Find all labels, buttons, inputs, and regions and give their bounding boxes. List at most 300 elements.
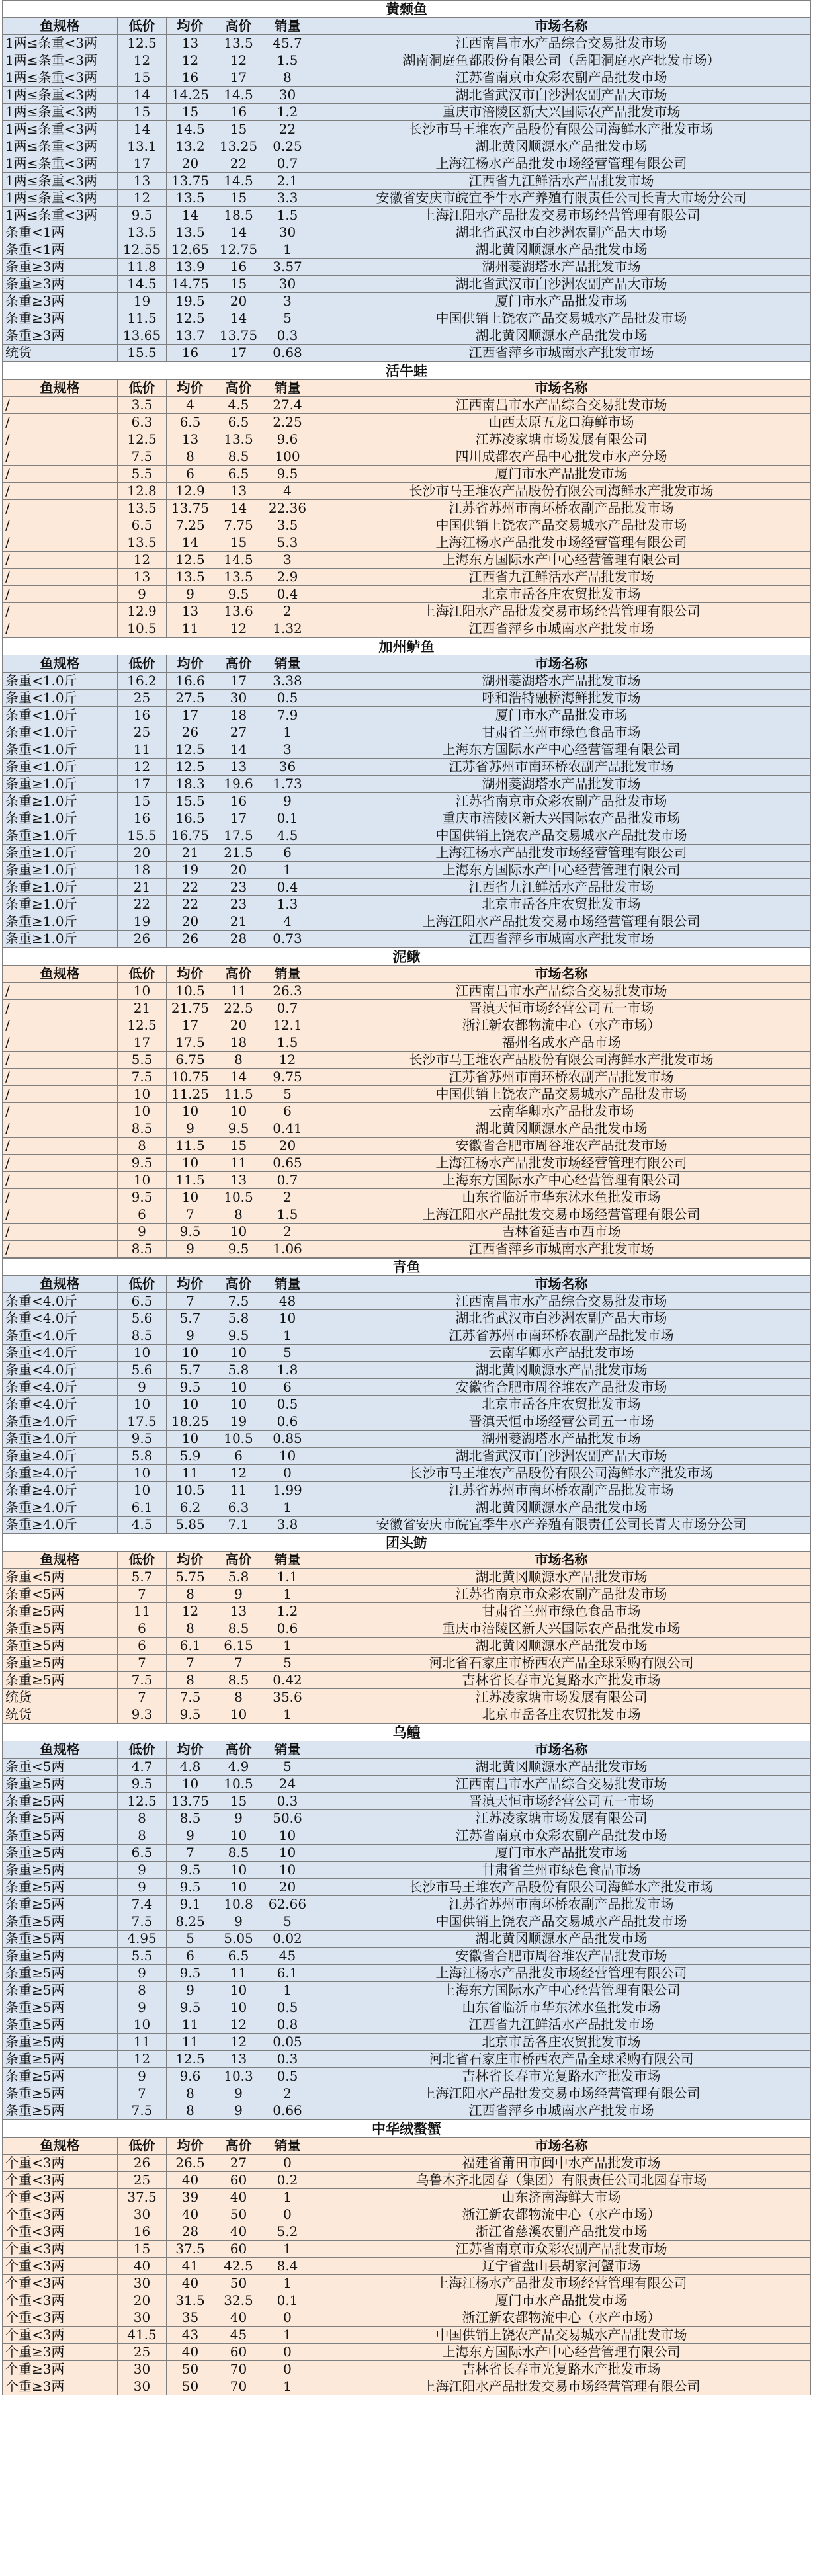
cell-avg: 20 xyxy=(167,913,214,931)
cell-market: 江西省萍乡市城南水产批发市场 xyxy=(312,345,811,362)
cell-market: 中国供销上饶农产品交易城水产品批发市场 xyxy=(312,1913,811,1931)
cell-vol: 5 xyxy=(263,1086,312,1103)
table-row xyxy=(3,845,811,862)
cell-spec: 条重≥4.0斤 xyxy=(3,1482,118,1499)
cell-low: 19 xyxy=(118,293,167,310)
cell-spec: 条重<4.0斤 xyxy=(3,1345,118,1362)
cell-spec: 条重≥5两 xyxy=(3,1948,118,1965)
cell-low: 8 xyxy=(118,1138,167,1155)
cell-avg: 7 xyxy=(167,1655,214,1672)
table-row xyxy=(3,1172,811,1189)
cell-spec: 条重≥1.0斤 xyxy=(3,827,118,845)
cell-high: 12 xyxy=(214,620,263,638)
cell-vol: 2 xyxy=(263,1224,312,1241)
cell-low: 13.65 xyxy=(118,327,167,345)
cell-market: 长沙市马王堆农产品股份有限公司海鲜水产批发市场 xyxy=(312,121,811,138)
cell-low: 9 xyxy=(118,586,167,603)
table-row xyxy=(3,810,811,827)
table-row xyxy=(3,1345,811,1362)
cell-high: 10.8 xyxy=(214,1896,263,1913)
cell-avg: 8 xyxy=(167,1620,214,1638)
cell-spec: / xyxy=(3,448,118,466)
cell-low: 5.5 xyxy=(118,1948,167,1965)
cell-spec: 条重<4.0斤 xyxy=(3,1396,118,1413)
cell-spec: / xyxy=(3,1034,118,1052)
cell-avg: 14 xyxy=(167,207,214,224)
cell-low: 10 xyxy=(118,1482,167,1499)
cell-avg: 9.5 xyxy=(167,1879,214,1896)
cell-market: 江苏省苏州市南环桥农副产品批发市场 xyxy=(312,1482,811,1499)
cell-low: 15 xyxy=(118,104,167,121)
cell-low: 9.5 xyxy=(118,1431,167,1448)
cell-avg: 16 xyxy=(167,69,214,87)
cell-vol: 6 xyxy=(263,845,312,862)
cell-vol: 0 xyxy=(263,2344,312,2361)
cell-avg: 37.5 xyxy=(167,2241,214,2258)
cell-avg: 15.5 xyxy=(167,793,214,810)
cell-vol: 0.7 xyxy=(263,1000,312,1017)
table-row xyxy=(3,1982,811,1999)
cell-avg: 8.5 xyxy=(167,1810,214,1827)
cell-vol: 4 xyxy=(263,483,312,500)
cell-vol: 100 xyxy=(263,448,312,466)
cell-avg: 10 xyxy=(167,1345,214,1362)
cell-avg: 17.5 xyxy=(167,1034,214,1052)
cell-spec: 条重≥5两 xyxy=(3,2034,118,2051)
cell-avg: 16.6 xyxy=(167,673,214,690)
cell-market: 厦门市水产品批发市场 xyxy=(312,293,811,310)
cell-spec: / xyxy=(3,983,118,1000)
cell-low: 10 xyxy=(118,1172,167,1189)
cell-market: 安徽省安庆市皖宜季牛水产养殖有限责任公司长青大市场分公司 xyxy=(312,190,811,207)
cell-low: 10 xyxy=(118,1465,167,1482)
cell-low: 16 xyxy=(118,810,167,827)
cell-vol: 1 xyxy=(263,2327,312,2344)
table-row xyxy=(3,1586,811,1603)
cell-high: 15 xyxy=(214,1793,263,1810)
cell-spec: 条重<1.0斤 xyxy=(3,724,118,741)
cell-spec: 条重≥1.0斤 xyxy=(3,913,118,931)
cell-spec: 条重≥4.0斤 xyxy=(3,1465,118,1482)
cell-spec: 统货 xyxy=(3,1689,118,1706)
cell-vol: 1.3 xyxy=(263,896,312,913)
table-row xyxy=(3,241,811,259)
cell-low: 12 xyxy=(118,759,167,776)
cell-avg: 10.75 xyxy=(167,1069,214,1086)
column-header-low: 低价 xyxy=(118,1552,167,1569)
table-row xyxy=(3,913,811,931)
cell-avg: 13.75 xyxy=(167,1793,214,1810)
cell-high: 45 xyxy=(214,2327,263,2344)
cell-high: 14 xyxy=(214,1069,263,1086)
cell-market: 江西省九江鲜活水产品批发市场 xyxy=(312,173,811,190)
table-row xyxy=(3,2155,811,2172)
cell-high: 14 xyxy=(214,224,263,241)
cell-market: 上海东方国际水产中心经营管理有限公司 xyxy=(312,862,811,879)
cell-market: 上海江阳水产品批发交易市场经营管理有限公司 xyxy=(312,2085,811,2102)
cell-high: 15 xyxy=(214,1138,263,1155)
cell-market: 福建省莆田市闽中水产品批发市场 xyxy=(312,2155,811,2172)
column-header-spec: 鱼规格 xyxy=(3,1741,118,1759)
cell-vol: 10 xyxy=(263,1310,312,1327)
cell-spec: 统货 xyxy=(3,1706,118,1724)
cell-avg: 21 xyxy=(167,845,214,862)
price-table-document xyxy=(2,0,811,2395)
section-title: 中华绒螯蟹 xyxy=(3,2120,811,2138)
cell-spec: 条重≥5两 xyxy=(3,1620,118,1638)
cell-market: 中国供销上饶农产品交易城水产品批发市场 xyxy=(312,310,811,327)
section-table xyxy=(2,1258,811,1534)
cell-market: 厦门市水产品批发市场 xyxy=(312,707,811,724)
cell-market: 江苏省苏州市南环桥农副产品批发市场 xyxy=(312,1327,811,1345)
cell-high: 40 xyxy=(214,2189,263,2206)
cell-vol: 12.1 xyxy=(263,1017,312,1034)
cell-avg: 9 xyxy=(167,586,214,603)
cell-vol: 36 xyxy=(263,759,312,776)
cell-vol: 1 xyxy=(263,1499,312,1517)
table-row xyxy=(3,1206,811,1224)
cell-vol: 0.2 xyxy=(263,2172,312,2189)
cell-spec: 条重<1两 xyxy=(3,241,118,259)
cell-avg: 40 xyxy=(167,2344,214,2361)
cell-high: 18.5 xyxy=(214,207,263,224)
cell-spec: / xyxy=(3,1120,118,1138)
cell-high: 11.5 xyxy=(214,1086,263,1103)
cell-market: 湖北省武汉市白沙洲农副产品大市场 xyxy=(312,1310,811,1327)
cell-high: 22.5 xyxy=(214,1000,263,1017)
table-row xyxy=(3,896,811,913)
cell-spec: 条重<5两 xyxy=(3,1759,118,1776)
cell-market: 辽宁省盘山县胡家河蟹市场 xyxy=(312,2258,811,2275)
cell-high: 9 xyxy=(214,2085,263,2102)
cell-market: 中国供销上饶农产品交易城水产品批发市场 xyxy=(312,517,811,534)
cell-low: 5.8 xyxy=(118,1448,167,1465)
cell-spec: 统货 xyxy=(3,345,118,362)
cell-avg: 13.5 xyxy=(167,569,214,586)
cell-low: 25 xyxy=(118,2172,167,2189)
cell-vol: 9 xyxy=(263,793,312,810)
cell-spec: 条重≥3两 xyxy=(3,293,118,310)
cell-vol: 0 xyxy=(263,2155,312,2172)
table-row xyxy=(3,259,811,276)
cell-vol: 1.32 xyxy=(263,620,312,638)
cell-vol: 0.02 xyxy=(263,1931,312,1948)
cell-spec: 条重≥3两 xyxy=(3,259,118,276)
cell-spec: 条重≥5两 xyxy=(3,1845,118,1862)
table-row xyxy=(3,121,811,138)
cell-high: 9 xyxy=(214,2102,263,2120)
table-row xyxy=(3,1845,811,1862)
cell-vol: 1.5 xyxy=(263,1034,312,1052)
cell-low: 12 xyxy=(118,190,167,207)
cell-vol: 30 xyxy=(263,276,312,293)
cell-vol: 22.36 xyxy=(263,500,312,517)
table-row xyxy=(3,827,811,845)
column-header-market: 市场名称 xyxy=(312,18,811,35)
cell-vol: 1.5 xyxy=(263,1206,312,1224)
table-row xyxy=(3,1465,811,1482)
cell-spec: 条重≥5两 xyxy=(3,1672,118,1689)
cell-high: 9 xyxy=(214,1913,263,1931)
cell-vol: 2.1 xyxy=(263,173,312,190)
cell-high: 20 xyxy=(214,1017,263,1034)
cell-vol: 0.5 xyxy=(263,2068,312,2085)
cell-vol: 0.5 xyxy=(263,690,312,707)
column-header-vol: 销量 xyxy=(263,380,312,397)
cell-high: 9.5 xyxy=(214,586,263,603)
table-row xyxy=(3,1499,811,1517)
cell-spec: 条重≥5两 xyxy=(3,2085,118,2102)
cell-low: 11 xyxy=(118,2034,167,2051)
cell-market: 北京市岳各庄农贸批发市场 xyxy=(312,586,811,603)
cell-low: 11 xyxy=(118,741,167,759)
table-row xyxy=(3,2206,811,2223)
column-header-row xyxy=(3,18,811,35)
cell-avg: 8.25 xyxy=(167,1913,214,1931)
cell-vol: 12 xyxy=(263,1052,312,1069)
cell-market: 上海江阳水产品批发交易市场经营管理有限公司 xyxy=(312,2378,811,2395)
cell-vol: 1.2 xyxy=(263,1603,312,1620)
table-row xyxy=(3,690,811,707)
table-row xyxy=(3,707,811,724)
cell-low: 12.9 xyxy=(118,603,167,620)
cell-market: 湖南洞庭鱼都股份有限公司（岳阳洞庭水产批发市场） xyxy=(312,52,811,69)
cell-low: 9 xyxy=(118,1224,167,1241)
cell-vol: 5 xyxy=(263,1759,312,1776)
cell-spec: 1两≤条重<3两 xyxy=(3,87,118,104)
cell-market: 长沙市马王堆农产品股份有限公司海鲜水产批发市场 xyxy=(312,1465,811,1482)
table-row xyxy=(3,87,811,104)
cell-market: 湖北省武汉市白沙洲农副产品大市场 xyxy=(312,224,811,241)
cell-market: 江苏省苏州市南环桥农副产品批发市场 xyxy=(312,1896,811,1913)
cell-low: 9 xyxy=(118,1965,167,1982)
cell-market: 湖州菱湖塔水产品批发市场 xyxy=(312,776,811,793)
cell-high: 15 xyxy=(214,190,263,207)
cell-spec: 条重≥5两 xyxy=(3,1879,118,1896)
cell-avg: 13 xyxy=(167,603,214,620)
cell-market: 北京市岳各庄农贸批发市场 xyxy=(312,896,811,913)
cell-low: 4.7 xyxy=(118,1759,167,1776)
cell-spec: 个重<3两 xyxy=(3,2155,118,2172)
cell-avg: 12.5 xyxy=(167,552,214,569)
cell-high: 7 xyxy=(214,1655,263,1672)
cell-high: 12 xyxy=(214,2034,263,2051)
cell-spec: / xyxy=(3,1103,118,1120)
cell-vol: 5 xyxy=(263,310,312,327)
cell-spec: 个重<3两 xyxy=(3,2309,118,2327)
cell-high: 10 xyxy=(214,1345,263,1362)
cell-spec: / xyxy=(3,534,118,552)
cell-avg: 6.5 xyxy=(167,414,214,431)
cell-market: 晋滇天恒市场经营公司五一市场 xyxy=(312,1413,811,1431)
cell-high: 13 xyxy=(214,483,263,500)
cell-avg: 6.75 xyxy=(167,1052,214,1069)
section-title: 乌鳢 xyxy=(3,1724,811,1741)
table-row xyxy=(3,1776,811,1793)
cell-market: 湖北省武汉市白沙洲农副产品大市场 xyxy=(312,1448,811,1465)
column-header-low: 低价 xyxy=(118,18,167,35)
cell-low: 7.5 xyxy=(118,1913,167,1931)
table-row xyxy=(3,1827,811,1845)
cell-market: 湖北黄冈顺源水产品批发市场 xyxy=(312,1759,811,1776)
cell-market: 云南华卿水产品批发市场 xyxy=(312,1103,811,1120)
cell-spec: 条重≥5两 xyxy=(3,1982,118,1999)
cell-high: 40 xyxy=(214,2309,263,2327)
cell-high: 30 xyxy=(214,690,263,707)
column-header-high: 高价 xyxy=(214,966,263,983)
table-row xyxy=(3,1413,811,1431)
table-row xyxy=(3,1672,811,1689)
cell-avg: 7 xyxy=(167,1845,214,1862)
cell-spec: / xyxy=(3,1052,118,1069)
cell-spec: 条重<4.0斤 xyxy=(3,1379,118,1396)
cell-avg: 6 xyxy=(167,466,214,483)
cell-avg: 31.5 xyxy=(167,2292,214,2309)
cell-spec: 条重≥1.0斤 xyxy=(3,862,118,879)
cell-spec: 1两≤条重<3两 xyxy=(3,52,118,69)
cell-spec: 条重≥4.0斤 xyxy=(3,1499,118,1517)
table-row xyxy=(3,1086,811,1103)
table-row xyxy=(3,2241,811,2258)
table-row xyxy=(3,2102,811,2120)
column-header-low: 低价 xyxy=(118,655,167,673)
cell-vol: 1.5 xyxy=(263,52,312,69)
cell-avg: 16 xyxy=(167,345,214,362)
cell-low: 6.5 xyxy=(118,517,167,534)
cell-low: 7 xyxy=(118,1655,167,1672)
cell-market: 湖北黄冈顺源水产品批发市场 xyxy=(312,1120,811,1138)
cell-market: 江苏省苏州市南环桥农副产品批发市场 xyxy=(312,759,811,776)
cell-high: 5.05 xyxy=(214,1931,263,1948)
cell-vol: 2 xyxy=(263,603,312,620)
cell-avg: 10 xyxy=(167,1189,214,1206)
cell-high: 13.6 xyxy=(214,603,263,620)
cell-market: 吉林省长春市光复路水产批发市场 xyxy=(312,2068,811,2085)
column-header-market: 市场名称 xyxy=(312,1276,811,1293)
cell-high: 22 xyxy=(214,155,263,173)
cell-low: 6.5 xyxy=(118,1293,167,1310)
cell-high: 27 xyxy=(214,2155,263,2172)
cell-spec: 条重≥5两 xyxy=(3,2102,118,2120)
cell-low: 21 xyxy=(118,1000,167,1017)
cell-low: 8 xyxy=(118,1827,167,1845)
cell-avg: 40 xyxy=(167,2172,214,2189)
cell-spec: 条重≥5两 xyxy=(3,1999,118,2016)
cell-avg: 11 xyxy=(167,620,214,638)
cell-avg: 18.3 xyxy=(167,776,214,793)
cell-vol: 0.1 xyxy=(263,2292,312,2309)
cell-avg: 10 xyxy=(167,1103,214,1120)
cell-market: 北京市岳各庄农贸批发市场 xyxy=(312,1706,811,1724)
cell-low: 5.6 xyxy=(118,1310,167,1327)
table-row xyxy=(3,104,811,121)
cell-high: 8 xyxy=(214,1052,263,1069)
cell-spec: / xyxy=(3,1155,118,1172)
cell-vol: 8.4 xyxy=(263,2258,312,2275)
table-row xyxy=(3,1155,811,1172)
cell-avg: 13 xyxy=(167,431,214,448)
cell-vol: 6.1 xyxy=(263,1965,312,1982)
cell-vol: 1.99 xyxy=(263,1482,312,1499)
cell-low: 20 xyxy=(118,2292,167,2309)
cell-market: 湖州菱湖塔水产品批发市场 xyxy=(312,259,811,276)
table-row xyxy=(3,2189,811,2206)
cell-market: 湖北黄冈顺源水产品批发市场 xyxy=(312,1499,811,1517)
cell-avg: 11 xyxy=(167,1465,214,1482)
table-row xyxy=(3,431,811,448)
cell-high: 10.5 xyxy=(214,1776,263,1793)
cell-high: 15 xyxy=(214,121,263,138)
cell-avg: 17 xyxy=(167,1017,214,1034)
column-header-vol: 销量 xyxy=(263,1741,312,1759)
column-header-spec: 鱼规格 xyxy=(3,380,118,397)
cell-spec: / xyxy=(3,1241,118,1258)
cell-market: 上海江阳水产品批发交易市场经营管理有限公司 xyxy=(312,1206,811,1224)
cell-vol: 7.9 xyxy=(263,707,312,724)
cell-market: 江西省萍乡市城南水产批发市场 xyxy=(312,620,811,638)
cell-high: 8.5 xyxy=(214,1672,263,1689)
cell-avg: 50 xyxy=(167,2361,214,2378)
cell-low: 37.5 xyxy=(118,2189,167,2206)
cell-spec: 条重<1.0斤 xyxy=(3,741,118,759)
cell-low: 17.5 xyxy=(118,1413,167,1431)
table-row xyxy=(3,1034,811,1052)
cell-high: 12 xyxy=(214,52,263,69)
cell-low: 7.5 xyxy=(118,1069,167,1086)
cell-vol: 1 xyxy=(263,1327,312,1345)
cell-market: 北京市岳各庄农贸批发市场 xyxy=(312,1396,811,1413)
cell-spec: 条重≥5两 xyxy=(3,1655,118,1672)
cell-high: 13.5 xyxy=(214,569,263,586)
cell-spec: 条重<4.0斤 xyxy=(3,1327,118,1345)
cell-high: 13 xyxy=(214,2051,263,2068)
cell-avg: 8 xyxy=(167,2102,214,2120)
cell-vol: 0.8 xyxy=(263,2016,312,2034)
cell-low: 41.5 xyxy=(118,2327,167,2344)
cell-low: 7 xyxy=(118,1586,167,1603)
cell-vol: 0.3 xyxy=(263,327,312,345)
cell-vol: 0.5 xyxy=(263,1999,312,2016)
cell-market: 江西南昌市水产品综合交易批发市场 xyxy=(312,1293,811,1310)
column-header-row xyxy=(3,2138,811,2155)
cell-low: 16 xyxy=(118,2223,167,2241)
cell-vol: 3.3 xyxy=(263,190,312,207)
table-row xyxy=(3,1000,811,1017)
cell-vol: 0.25 xyxy=(263,138,312,155)
cell-high: 10 xyxy=(214,1706,263,1724)
cell-avg: 12.65 xyxy=(167,241,214,259)
cell-low: 14 xyxy=(118,121,167,138)
table-row xyxy=(3,2223,811,2241)
cell-spec: 个重<3两 xyxy=(3,2189,118,2206)
cell-low: 11.5 xyxy=(118,310,167,327)
cell-avg: 6.2 xyxy=(167,1499,214,1517)
cell-vol: 0.3 xyxy=(263,2051,312,2068)
cell-low: 10 xyxy=(118,983,167,1000)
cell-market: 上海江杨水产品批发市场经营管理有限公司 xyxy=(312,1155,811,1172)
cell-avg: 9 xyxy=(167,1982,214,1999)
cell-avg: 13.2 xyxy=(167,138,214,155)
cell-high: 70 xyxy=(214,2361,263,2378)
cell-high: 42.5 xyxy=(214,2258,263,2275)
cell-vol: 0.85 xyxy=(263,1431,312,1448)
cell-high: 10.5 xyxy=(214,1189,263,1206)
table-row xyxy=(3,276,811,293)
section-table xyxy=(2,1534,811,1724)
cell-low: 4.5 xyxy=(118,1517,167,1534)
cell-market: 湖北黄冈顺源水产品批发市场 xyxy=(312,1931,811,1948)
cell-spec: / xyxy=(3,1224,118,1241)
